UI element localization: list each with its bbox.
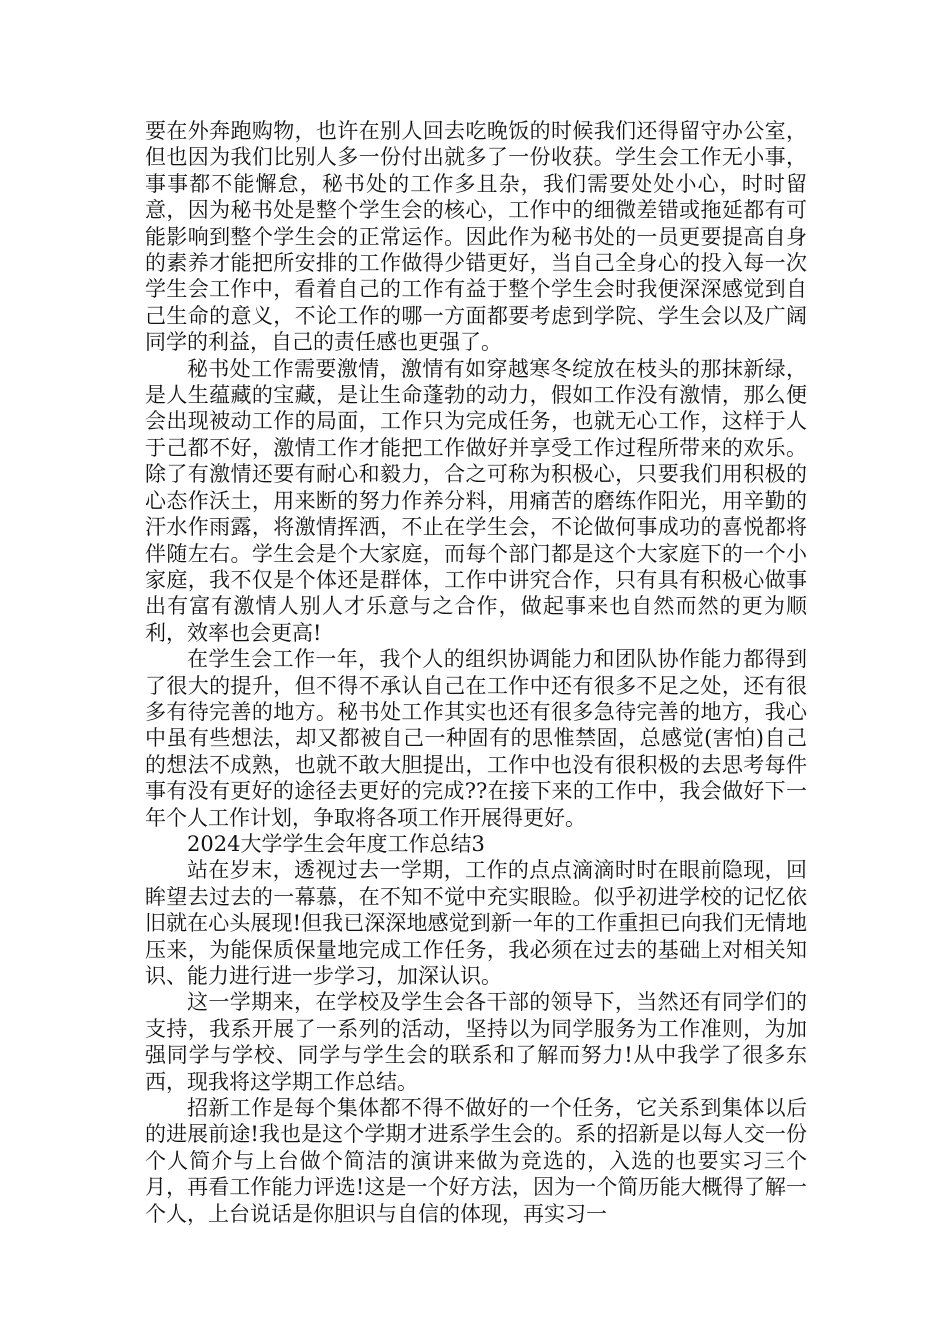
- document-page: [145, 118, 807, 1227]
- paragraph-recruitment: 招新工作是每个集体都不得不做好的一个任务，它关系到集体以后的进展前途!我也是这个学期才进系学生会的。系的招新是以每人交一份个人简介与上台做个简洁的演讲来做为竞选的，入选的也要实习三个月，再看工作能力评选!这是一个好方法，因为一个简历能大概得了解一个人，上台说话是你胆识与自信的体现，再实习一: [145, 1096, 807, 1226]
- paragraph-year-end: 站在岁末，透视过去一学期，工作的点点滴滴时时在眼前隐现，回眸望去过去的一幕慕，在不知不觉中充实眼睑。似乎初进学校的记忆依旧就在心头展现!但我已深深地感觉到新一年的工作重担已向我们无情地压来，为能保质保量地完成工作任务，我必须在过去的基础上对相关知识、能力进行进一步学习，加深认识。: [145, 858, 807, 988]
- section-heading: 2024大学学生会年度工作总结3: [187, 831, 485, 856]
- paragraph-passion: 秘书处工作需要激情，激情有如穿越寒冬绽放在枝头的那抹新绿，是人生蕴藏的宝藏，是让生命蓬勃的动力，假如工作没有激情，那么便会出现被动工作的局面，工作只为完成任务，也就无心工作，这样于人于己都不好，激情工作才能把工作做好并享受工作过程所带来的欢乐。除了有激情还要有耐心和毅力，合之可称为积极心，只要我们用积极的心态作沃土，用来断的努力作养分料，用痛苦的磨练作阳光，用辛勤的汗水作雨露，将激情挥洒，不止在学生会，不论做何事成功的喜悦都将伴随左右。学生会是个大家庭，而每个部门都是这个大家庭下的一个小家庭，我不仅是个体还是群体，工作中讲究合作，只有具有积极心做事出有富有激情人别人才乐意与之合作，做起事来也自然而然的更为顺利，效率也会更高!: [145, 356, 807, 645]
- paragraph-continuation: 要在外奔跑购物，也许在别人回去吃晚饭的时候我们还得留守办公室，但也因为我们比别人多一份付出就多了一份收获。学生会工作无小事，事事都不能懈怠，秘书处的工作多且杂，我们需要处处小心，时时留意，因为秘书处是整个学生会的核心，工作中的细微差错或拖延都有可能影响到整个学生会的正常运作。因此作为秘书处的一员更要提高自身的素养才能把所安排的工作做得少错更好，当自己全身心的投入每一次学生会工作中，看着自己的工作有益于整个学生会时我便深深感觉到自己生命的意义，不论工作的哪一方面都要考虑到学院、学生会以及广阔同学的利益，自己的责任感也更强了。: [145, 119, 807, 355]
- paragraph-reflection: 在学生会工作一年，我个人的组织协调能力和团队协作能力都得到了很大的提升，但不得不承认自己在工作中还有很多不足之处，还有很多有待完善的地方。秘书处工作其实也还有很多急待完善的地方，我心中虽有些想法，却又都被自己一种固有的思惟禁固，总感觉(害怕)自己的想法不成熟，也就不敢大胆提出，工作中也没有很积极的去思考每件事有没有更好的途径去更好的完成??在接下来的工作中，我会做好下一年个人工作计划，争取将各项工作开展得更好。: [145, 647, 807, 830]
- paragraph-semester: 这一学期来，在学校及学生会各干部的领导下，当然还有同学们的支持，我系开展了一系列的活动，坚持以为同学服务为工作准则，为加强同学与学校、同学与学生会的联系和了解而努力!从中我学了很多东西，现我将这学期工作总结。: [145, 990, 807, 1094]
